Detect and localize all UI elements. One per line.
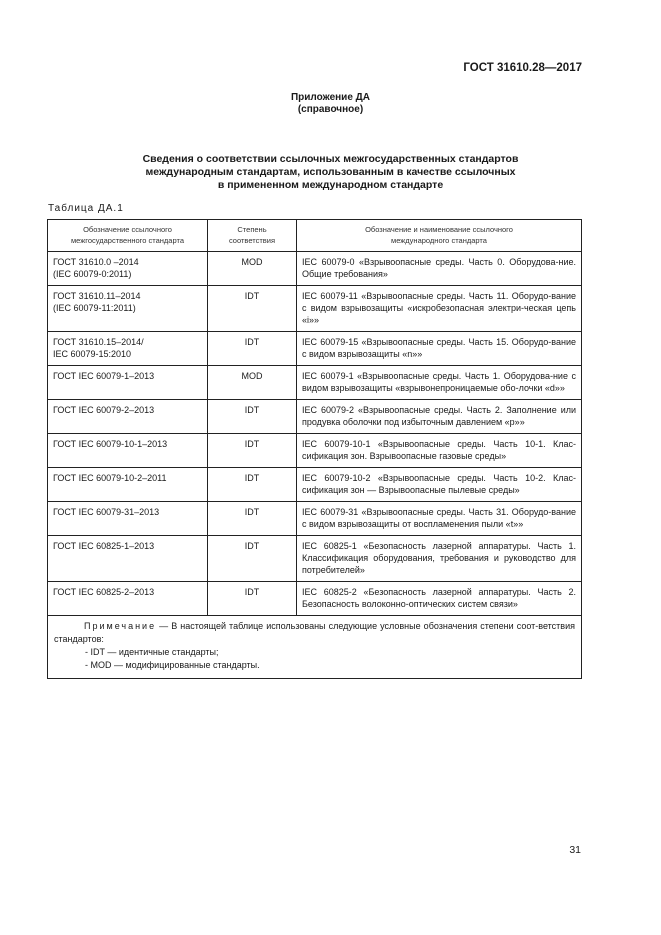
- cell-international: IEC 60079-11 «Взрывоопасные среды. Часть 11. Оборудо-вание с видом взрывозащиты «искробезопасная электри-ческая цепь «i»»: [297, 286, 582, 332]
- cell-international: IEC 60079-0 «Взрывоопасные среды. Часть 0. Оборудова-ние. Общие требования»: [297, 252, 582, 286]
- main-title-line-3: в примененном международном стандарте: [217, 179, 444, 191]
- note-item: - MOD — модифицированные стандарты.: [85, 660, 260, 670]
- cell-standard: [48, 366, 208, 400]
- table-label: Таблица ДА.1: [48, 203, 124, 214]
- cell-standard: [48, 400, 208, 434]
- cell-degree: IDT: [208, 502, 297, 536]
- cell-standard: [48, 502, 208, 536]
- cell-degree: IDT: [208, 536, 297, 582]
- main-title: [60, 153, 601, 192]
- standard-line-1: ГОСТ IEC 60079-31–2013: [53, 507, 160, 517]
- table-row: [48, 434, 582, 468]
- cell-degree: IDT: [208, 332, 297, 366]
- table-note: [48, 616, 582, 679]
- table-row: [48, 536, 582, 582]
- cell-international: IEC 60825-2 «Безопасность лазерной аппаратуры. Часть 2. Безопасность волоконно-оптических систем связи»: [297, 582, 582, 616]
- main-title-line-2: международным стандартам, использованным в качестве ссылочных: [145, 166, 516, 178]
- standard-line-1: ГОСТ 31610.0 –2014: [53, 257, 139, 267]
- table-row: [48, 366, 582, 400]
- cell-degree: IDT: [208, 400, 297, 434]
- cell-degree: MOD: [208, 252, 297, 286]
- document-number: ГОСТ 31610.28—2017: [463, 62, 582, 74]
- table-row: [48, 502, 582, 536]
- cell-international: IEC 60825-1 «Безопасность лазерной аппаратуры. Часть 1. Классификация оборудования, требования и руководство для потребителей»: [297, 536, 582, 582]
- note-intro: [54, 620, 575, 646]
- cell-degree: IDT: [208, 434, 297, 468]
- standard-line-1: ГОСТ IEC 60079-10-2–2011: [53, 473, 167, 483]
- standard-line-1: ГОСТ IEC 60825-1–2013: [53, 541, 155, 551]
- cell-standard: [48, 252, 208, 286]
- cell-standard: [48, 468, 208, 502]
- table-row: [48, 582, 582, 616]
- cell-standard: [48, 536, 208, 582]
- standard-line-2: (IEC 60079-0:2011): [53, 269, 132, 279]
- main-title-line-1: Сведения о соответствии ссылочных межгосударственных стандартов: [142, 153, 519, 165]
- cell-degree: IDT: [208, 468, 297, 502]
- note-text: — В настоящей таблице использованы следующие условные обозначения степени соот-ветствия стандартов:: [54, 621, 575, 644]
- cell-international: IEC 60079-2 «Взрывоопасные среды. Часть 2. Заполнение или продувка оболочки под избыточным давлением «р»»: [297, 400, 582, 434]
- header-standard: Обозначение ссылочного межгосударственного стандарта: [48, 220, 208, 252]
- cell-standard: [48, 286, 208, 332]
- annex-title: [0, 92, 661, 116]
- table-row: [48, 400, 582, 434]
- table-header-row: [48, 220, 582, 252]
- note-label: Примечание: [84, 621, 157, 631]
- standard-line-1: ГОСТ 31610.11–2014: [53, 291, 141, 301]
- cell-degree: MOD: [208, 366, 297, 400]
- table-row: [48, 286, 582, 332]
- standard-line-1: ГОСТ IEC 60079-10-1–2013: [53, 439, 168, 449]
- cell-international: IEC 60079-10-1 «Взрывоопасные среды. Часть 10-1. Клас-сификация зон. Взрывоопасные газовые среды»: [297, 434, 582, 468]
- standard-line-1: ГОСТ IEC 60079-1–2013: [53, 371, 155, 381]
- header-international: Обозначение и наименование ссылочного международного стандарта: [297, 220, 582, 252]
- cell-degree: IDT: [208, 582, 297, 616]
- cell-international: IEC 60079-31 «Взрывоопасные среды. Часть 31. Оборудо-вание с видом взрывозащиты от воспламенения пыли «t»»: [297, 502, 582, 536]
- header-degree: Степень соответствия: [208, 220, 297, 252]
- table-row: [48, 468, 582, 502]
- cell-degree: IDT: [208, 286, 297, 332]
- standard-line-2: IEC 60079-15:2010: [53, 349, 132, 359]
- standard-line-1: ГОСТ IEC 60079-2–2013: [53, 405, 155, 415]
- cell-standard: [48, 332, 208, 366]
- page-number: 31: [569, 844, 581, 856]
- standard-line-1: ГОСТ IEC 60825-2–2013: [53, 587, 155, 597]
- annex-subtitle: (справочное): [297, 104, 364, 115]
- cell-standard: [48, 582, 208, 616]
- cell-international: IEC 60079-15 «Взрывоопасные среды. Часть 15. Оборудо-вание с видом взрывозащиты «n»»: [297, 332, 582, 366]
- cell-standard: [48, 434, 208, 468]
- cell-international: IEC 60079-10-2 «Взрывоопасные среды. Часть 10-2. Клас-сификация зон — Взрывоопасные пылевые среды»: [297, 468, 582, 502]
- note-item: - IDT — идентичные стандарты;: [85, 647, 219, 657]
- standard-line-2: (IEC 60079-11:2011): [53, 303, 136, 313]
- table-row: [48, 252, 582, 286]
- correspondence-table: [47, 219, 582, 679]
- annex-heading: Приложение ДА: [290, 92, 371, 103]
- cell-international: IEC 60079-1 «Взрывоопасные среды. Часть 1. Оборудова-ние с видом взрывозащиты «взрывонепроницаемые обо-лочки «d»»: [297, 366, 582, 400]
- standard-line-1: ГОСТ 31610.15–2014/: [53, 337, 144, 347]
- table-row: [48, 332, 582, 366]
- table-note-row: [48, 616, 582, 679]
